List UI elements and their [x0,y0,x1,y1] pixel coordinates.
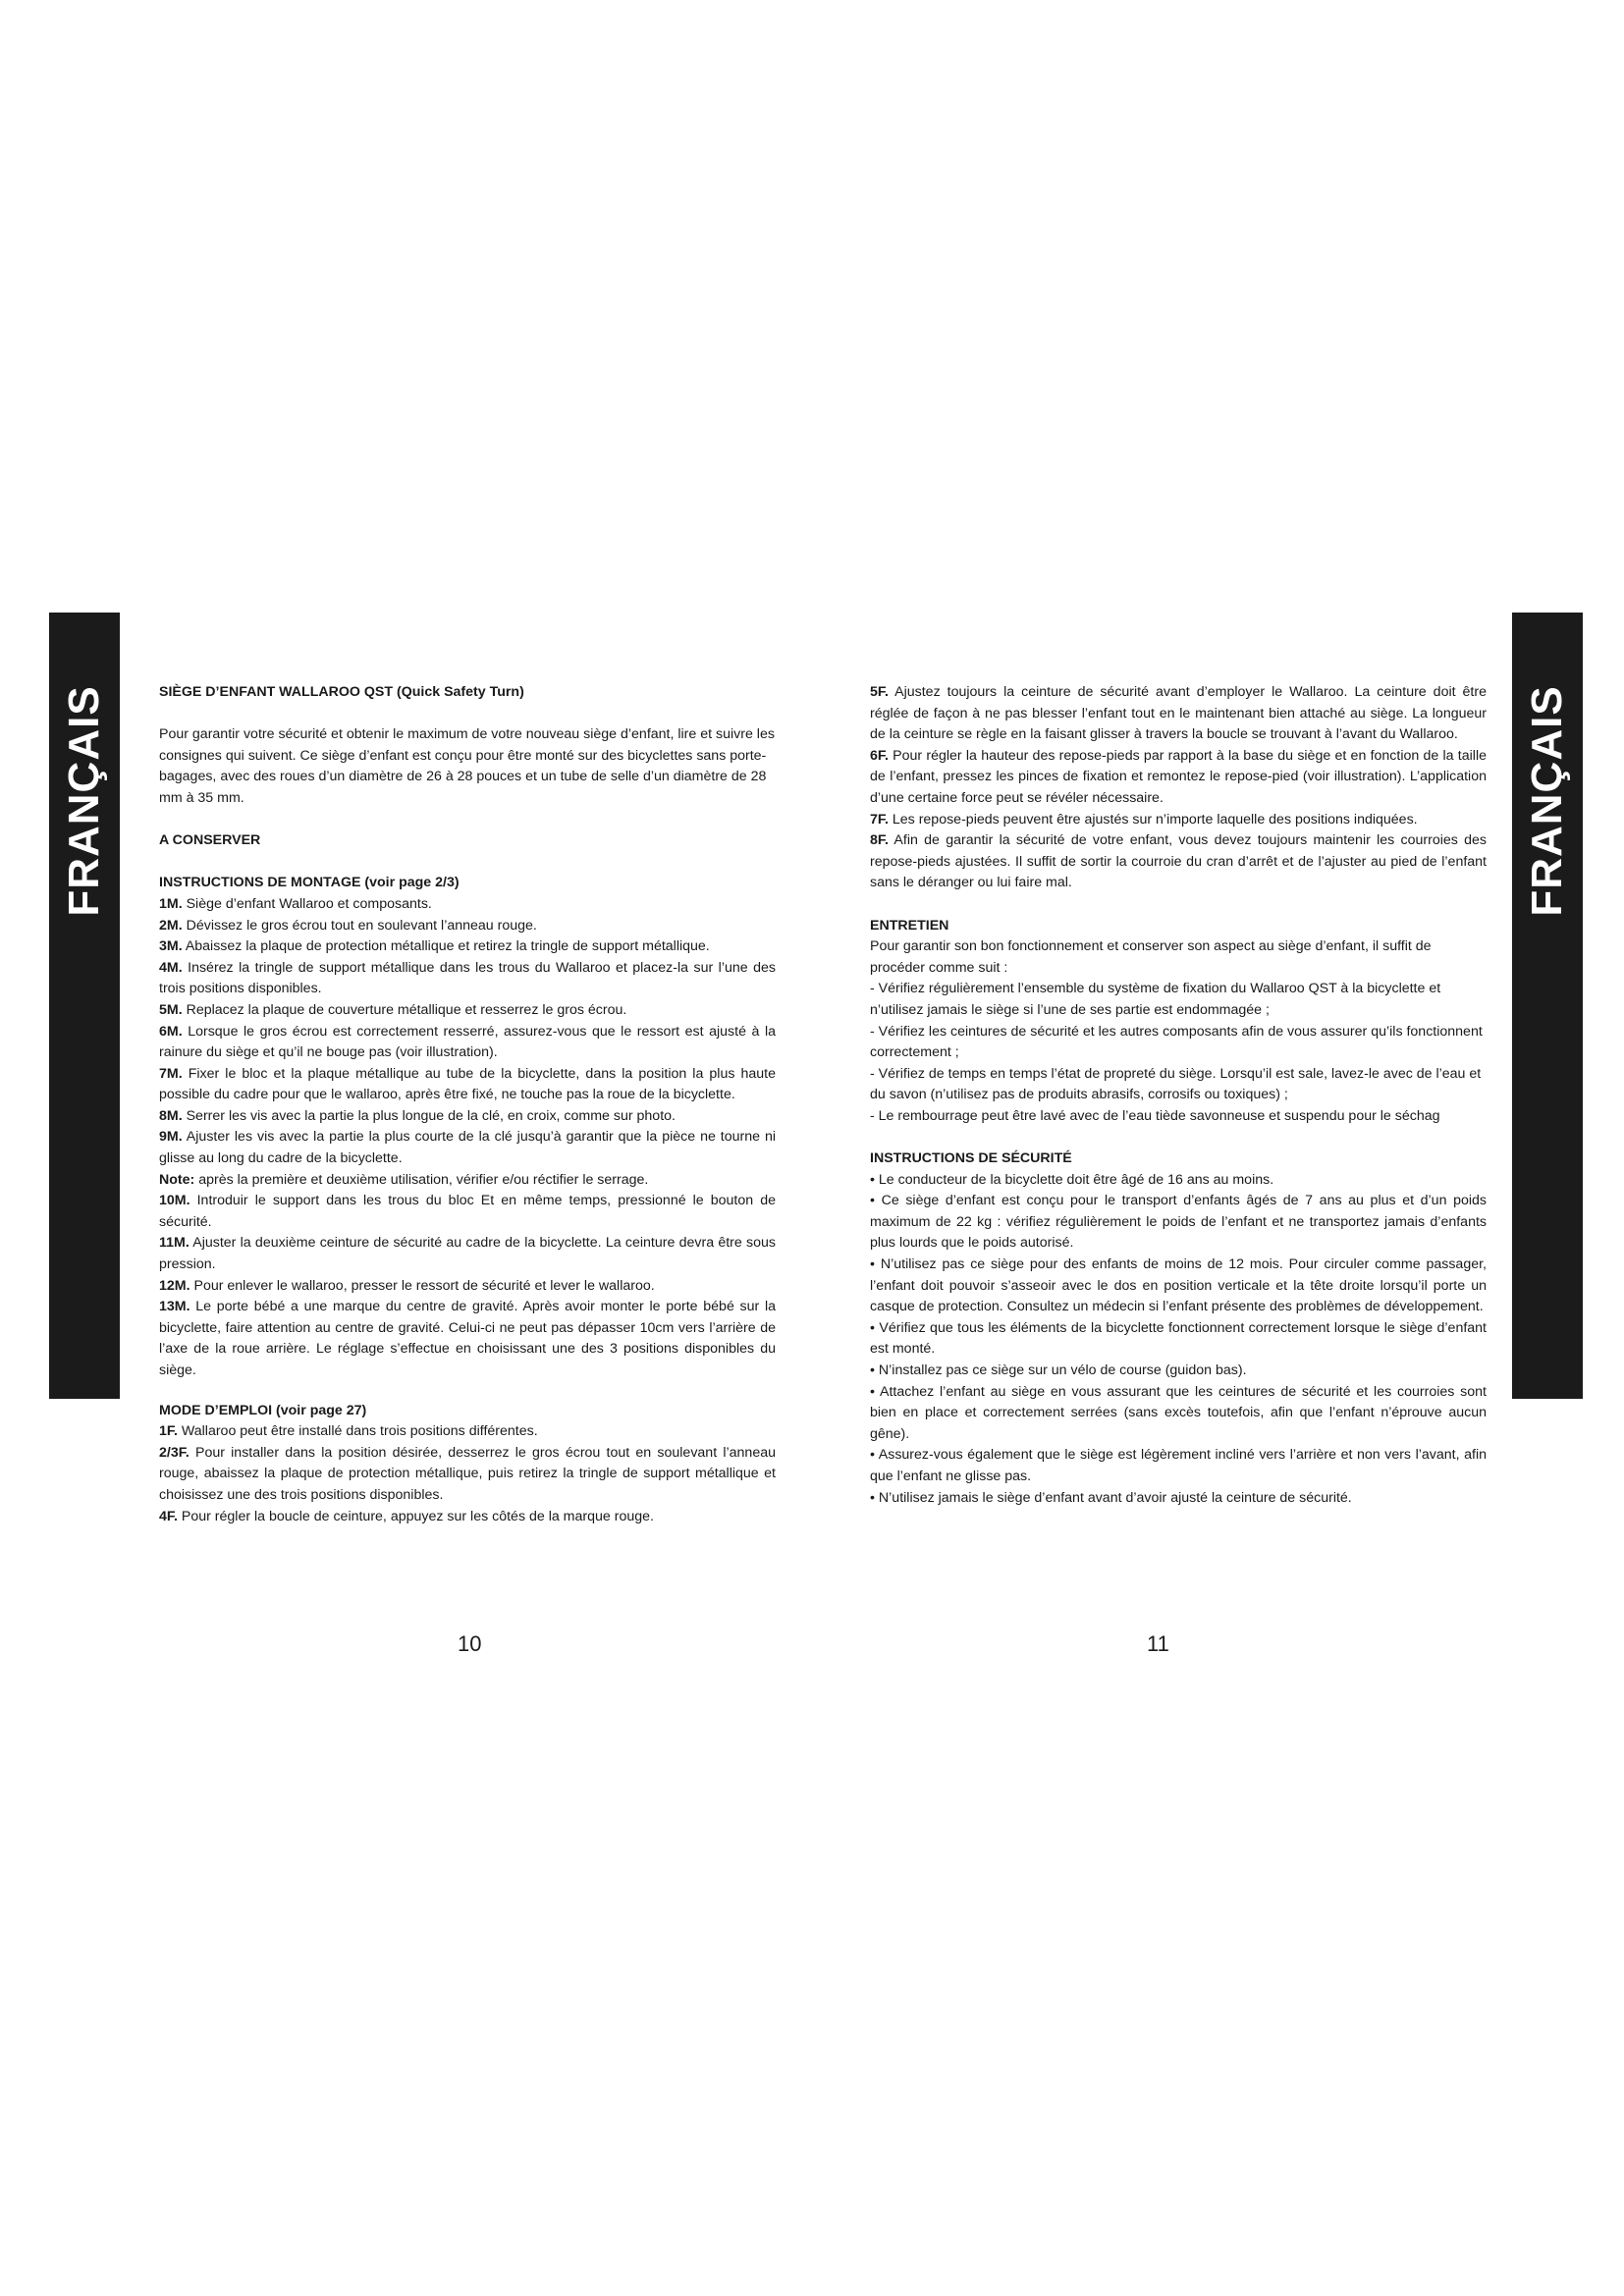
safety-item: • Vérifiez que tous les éléments de la bicyclette fonctionnent correctement lorsque le siège d’enfant est monté. [870,1319,1487,1358]
safety-item: • Attachez l’enfant au siège en vous assurant que les ceintures de sécurité et les courroies sont bien en place et correctement serrées (sans excès toutefois, afin que l’enfant n’éprouve aucun gêne). [870,1383,1487,1442]
step-text: Introduir le support dans les trous du bloc Et en même temps, pressionné le bouton de sécurité. [159,1193,776,1230]
maintenance-item: - Vérifiez régulièrement l’ensemble du système de fixation du Wallaroo QST à la bicyclette et n’utilisez jamais le siège si l’une de ses partie est endommagée ; [870,981,1441,1018]
step-text: Pour enlever le wallaroo, presser le ressort de sécurité et lever le wallaroo. [189,1277,655,1294]
step-label: 2M. [159,917,183,934]
step-label: 2/3F. [159,1444,189,1461]
step-item [159,1297,776,1381]
safety-item: • Assurez-vous également que le siège est légèrement incliné vers l’arrière et non vers l’avant, afin que l’enfant ne glisse pas. [870,1447,1487,1484]
side-tab-label: FRANÇAIS [60,685,108,917]
step-text: Pour installer dans la position désirée, desserrez le gros écrou tout en soulevant l’anneau rouge, abaissez la plaque de protection métallique, puis retirez la tringle de support métallique et choisissez une des trois positions disponibles. [159,1444,776,1503]
step-text: Siège d’enfant Wallaroo et composants. [182,895,432,912]
step-item [870,810,1487,831]
step-text: Afin de garantir la sécurité de votre enfant, vous devez toujours maintenir les courroies des repose-pieds ajustées. Il suffit de sortir la courroie du cran d’arrêt et de l’ajuster au pied de l’enfant sans le déranger ou lui faire mal. [870,832,1487,891]
step-label: 1M. [159,895,183,912]
maintenance-list [870,936,1487,1127]
step-text: Ajuster la deuxième ceinture de sécurité au cadre de la bicyclette. La ceinture devra être sous pression. [159,1235,776,1273]
step-label: 1F. [159,1423,178,1440]
step-item [159,958,776,1000]
step-label: 6M. [159,1023,183,1040]
step-item [159,1233,776,1275]
step-text: Wallaroo peut être installé dans trois positions différentes. [177,1423,538,1440]
step-item [159,1421,776,1443]
step-text: Lorsque le gros écrou est correctement resserré, assurez-vous que le ressort est ajusté à la rainure du siège et qu’il ne bouge pas (voir illustration). [159,1023,776,1061]
maintenance-item: - Vérifiez de temps en temps l’état de propreté du siège. Lorsqu’il est sale, lavez-le avec de l’eau et du savon (n’utilisez pas de produits abrasifs, corrosifs ou toxiques) ; [870,1065,1482,1103]
usage-steps [159,1421,776,1527]
assembly-heading: INSTRUCTIONS DE MONTAGE (voir page 2/3) [159,875,460,891]
step-item [159,916,776,937]
step-text: Ajustez toujours la ceinture de sécurité avant d’employer le Wallaroo. La ceinture doit être réglée de façon à ne pas blesser l’enfant tout en le maintenant bien attaché au siège. La longueur de la ceinture se règle en la faisant glisser à travers la boucle se trouvant à l’avant du Wallaroo. [870,684,1487,743]
step-item [159,936,776,958]
step-label: 8F. [870,832,889,849]
safety-heading: INSTRUCTIONS DE SÉCURITÉ [870,1150,1072,1167]
step-text: Ajuster les vis avec la partie la plus courte de la clé jusqu’à garantir que la pièce ne tourne ni glisse au long du cadre de la bicyclette. [159,1129,776,1167]
step-label: 5M. [159,1001,183,1018]
maintenance-item: - Vérifiez les ceintures de sécurité et les autres composants afin de vous assurer qu’ils fonctionnent correctement ; [870,1023,1483,1061]
step-text: Pour régler la boucle de ceinture, appuyez sur les côtés de la marque rouge. [177,1508,654,1524]
step-label: 7F. [870,811,889,828]
side-tab-left [49,613,120,1399]
maintenance-item: - Le rembourrage peut être lavé avec de l’eau tiède savonneuse et suspendu pour le séchag [870,1107,1440,1124]
right-page-column [870,682,1522,1509]
safety-item: • N’utilisez pas ce siège pour des enfants de moins de 12 mois. Pour circuler comme passager, l’enfant doit pouvoir s’asseoir avec le dos en position verticale et la tête droite lorsqu’il porte un casque de protection. Consultez un médecin si l’enfant présente des problèmes de développement. [870,1256,1487,1315]
step-text: Serrer les vis avec la partie la plus longue de la clé, en croix, comme sur photo. [182,1107,676,1124]
step-item [159,1507,776,1528]
step-item [159,1276,776,1298]
side-tab-label: FRANÇAIS [1523,685,1571,917]
page-number: 10 [458,1631,482,1656]
step-label: 8M. [159,1107,183,1124]
step-label: 4M. [159,959,183,976]
step-item [159,1000,776,1022]
assembly-steps [159,894,776,1382]
step-item [159,1443,776,1507]
step-text: Abaissez la plaque de protection métallique et retirez la tringle de support métallique. [182,938,710,955]
step-label: 6F. [870,747,889,764]
step-item [159,894,776,916]
step-item [159,1170,776,1192]
step-label: 12M. [159,1277,190,1294]
usage-steps-continued [870,682,1487,894]
step-item [870,830,1487,894]
usage-heading: MODE D’EMPLOI (voir page 27) [159,1402,367,1418]
step-text: Le porte bébé a une marque du centre de gravité. Après avoir monter le porte bébé sur la bicyclette, faire attention au centre de gravité. Celui-ci ne peut pas dépasser 10cm vers l’arrière de l’axe de la roue arrière. Le réglage s’effectue en choisissant une des 3 positions disponibles du siège. [159,1299,776,1378]
step-text: Fixer le bloc et la plaque métallique au tube de la bicyclette, dans la position la plus haute possible du cadre pour que le wallaroo, après être fixé, ne touche pas la roue de la bicyclette. [159,1065,776,1103]
keep-notice: A CONSERVER [159,832,261,849]
step-label: 11M. [159,1235,189,1252]
document-title: SIÈGE D’ENFANT WALLAROO QST (Quick Safety Turn) [159,684,524,700]
safety-item: • Le conducteur de la bicyclette doit être âgé de 16 ans au moins. [870,1171,1274,1188]
step-item [870,682,1487,746]
safety-item: • N’installez pas ce siège sur un vélo de course (guidon bas). [870,1362,1247,1378]
page-number: 11 [1147,1631,1169,1656]
step-item [159,1022,776,1064]
step-label: 3M. [159,938,183,955]
step-label: 13M. [159,1299,190,1315]
step-label: 4F. [159,1508,178,1524]
step-label: Note: [159,1171,195,1188]
step-item [870,746,1487,810]
maintenance-heading: ENTRETIEN [870,917,949,934]
step-text: Dévissez le gros écrou tout en soulevant l’anneau rouge. [182,917,537,934]
step-text: après la première et deuxième utilisation, vérifier e/ou réctifier le serrage. [194,1171,649,1188]
step-text: Pour régler la hauteur des repose-pieds par rapport à la base du siège et en fonction de la taille de l’enfant, pressez les pinces de fixation et remontez le repose-pied (voir illustration). L’application d’une certaine force peut se révéler nécessaire. [870,747,1487,806]
safety-item: • N’utilisez jamais le siège d’enfant avant d’avoir ajusté la ceinture de sécurité. [870,1489,1352,1506]
step-label: 10M. [159,1193,190,1209]
step-item [159,1106,776,1128]
left-page-column [159,682,776,1527]
step-text: Les repose-pieds peuvent être ajustés sur n’importe laquelle des positions indiquées. [888,811,1418,828]
intro-paragraph: Pour garantir votre sécurité et obtenir le maximum de votre nouveau siège d’enfant, lire et suivre les consignes qui suivent. Ce siège d’enfant est conçu pour être monté sur des bicyclettes sans porte-bagages, avec des roues d’un diamètre de 26 à 28 pouces et un tube de selle d’un diamètre de 28 mm à 35 mm. [159,726,775,806]
step-item [159,1064,776,1106]
safety-list [870,1170,1487,1510]
step-label: 9M. [159,1129,183,1146]
side-tab-right [1512,613,1583,1399]
step-item [159,1191,776,1233]
step-text: Insérez la tringle de support métallique dans les trous du Wallaroo et placez-la sur l’une des trois positions disponibles. [159,959,776,997]
step-text: Replacez la plaque de couverture métallique et resserrez le gros écrou. [182,1001,627,1018]
step-label: 5F. [870,684,889,700]
step-label: 7M. [159,1065,183,1082]
safety-item: • Ce siège d’enfant est conçu pour le transport d’enfants âgés de 7 ans au plus et d’un poids maximum de 22 kg : vérifiez régulièrement le poids de l’enfant et ne transportez jamais d’enfants plus lourds que le poids autorisé. [870,1193,1487,1252]
step-item [159,1127,776,1169]
maintenance-intro: Pour garantir son bon fonctionnement et conserver son aspect au siège d’enfant, il suffit de procéder comme suit : [870,938,1432,976]
